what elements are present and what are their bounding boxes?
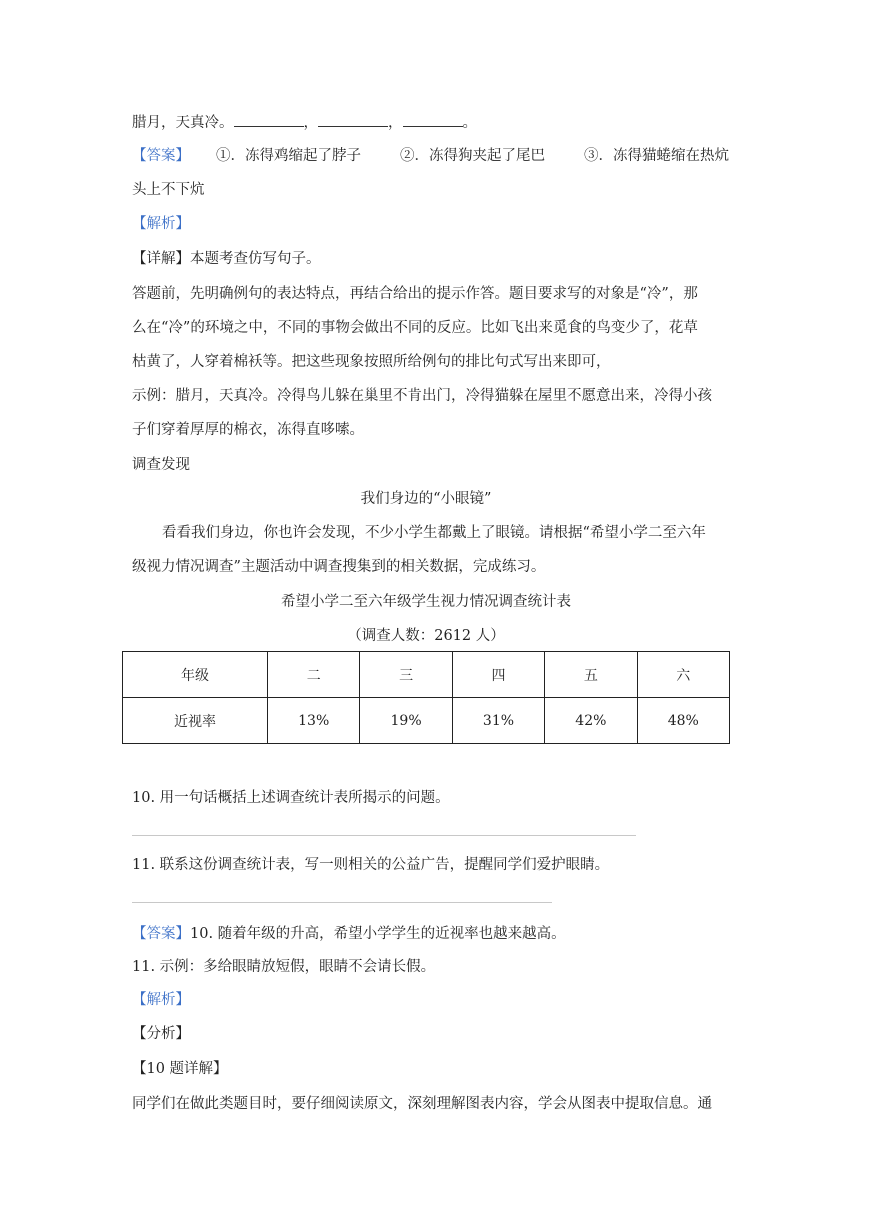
analysis-tag: 【解析】 bbox=[132, 216, 190, 232]
answer-line-10 bbox=[132, 835, 636, 836]
table-header-myopia-rate: 近视率 bbox=[123, 698, 268, 744]
answer-blank-1 bbox=[234, 112, 304, 127]
section-heading: 调查发现 bbox=[132, 457, 190, 473]
table-subtitle: （调查人数：2612 人） bbox=[347, 628, 505, 644]
table-cell-rate: 42% bbox=[545, 698, 637, 744]
answer-line-11 bbox=[132, 902, 552, 903]
answer-blank-3 bbox=[403, 112, 463, 127]
answer-blank-2 bbox=[318, 112, 388, 127]
q9-sep-2: ， bbox=[388, 115, 403, 131]
q9-answer-2: ②．冻得狗夹起了尾巴 bbox=[400, 148, 545, 164]
table-cell-grade: 五 bbox=[545, 652, 637, 698]
q9-answer-3-cont: 头上不下炕 bbox=[132, 182, 205, 198]
q9-prompt-start: 腊月，天真冷。 bbox=[132, 115, 234, 131]
q9-answer-1: ①．冻得鸡缩起了脖子 bbox=[216, 148, 361, 164]
table-cell-grade: 六 bbox=[637, 652, 729, 698]
detail-heading: 【详解】本题考查仿写句子。 bbox=[132, 251, 321, 267]
table-cell-grade: 二 bbox=[268, 652, 360, 698]
answer-tag: 【答案】 bbox=[132, 926, 190, 942]
table-cell-grade: 四 bbox=[452, 652, 544, 698]
table-row-rates bbox=[123, 698, 730, 744]
explanation-line-1: 答题前，先明确例句的表达特点，再结合给出的提示作答。题目要求写的对象是“冷”，那 bbox=[132, 286, 698, 302]
table-cell-rate: 48% bbox=[637, 698, 729, 744]
q9-prompt bbox=[132, 112, 477, 133]
detail-10-text: 同学们在做此类题目时，要仔细阅读原文，深刻理解图表内容，学会从图表中提取信息。通 bbox=[132, 1096, 712, 1112]
answer-10: 10. 随着年级的升高，希望小学学生的近视率也越来越高。 bbox=[190, 926, 566, 942]
q9-answer-3: ③．冻得猫蜷缩在热炕 bbox=[584, 148, 729, 164]
detail-10-heading: 【10 题详解】 bbox=[132, 1061, 228, 1077]
answer-10-line bbox=[132, 924, 566, 944]
q9-sep-1: ， bbox=[303, 115, 318, 131]
table-cell-grade: 三 bbox=[360, 652, 452, 698]
example-line-1: 示例：腊月，天真冷。冷得鸟儿躲在巢里不肯出门，冷得猫躲在屋里不愿意出来，冷得小孩 bbox=[132, 388, 712, 404]
table-row-grades bbox=[123, 652, 730, 698]
analysis-tag-2: 【解析】 bbox=[132, 992, 190, 1008]
table-header-grade: 年级 bbox=[123, 652, 268, 698]
example-line-2: 子们穿着厚厚的棉衣，冻得直哆嗦。 bbox=[132, 422, 364, 438]
table-cell-rate: 19% bbox=[360, 698, 452, 744]
table-title: 希望小学二至六年级学生视力情况调查统计表 bbox=[281, 594, 571, 610]
vision-survey-table bbox=[122, 651, 730, 744]
question-11: 11. 联系这份调查统计表，写一则相关的公益广告，提醒同学们爱护眼睛。 bbox=[132, 857, 610, 873]
section-title: 我们身边的“小眼镜” bbox=[360, 491, 492, 507]
table-cell-rate: 31% bbox=[452, 698, 544, 744]
explanation-line-2: 么在“冷”的环境之中，不同的事物会做出不同的反应。比如飞出来觅食的鸟变少了，花草 bbox=[132, 320, 698, 336]
intro-line-1: 看看我们身边，你也许会发现，不少小学生都戴上了眼镜。请根据“希望小学二至六年 bbox=[162, 525, 706, 541]
answer-11: 11. 示例：多给眼睛放短假，眼睛不会请长假。 bbox=[132, 959, 436, 975]
intro-line-2: 级视力情况调查”主题活动中调查搜集到的相关数据，完成练习。 bbox=[132, 559, 546, 575]
q9-end: 。 bbox=[462, 115, 477, 131]
explanation-line-3: 枯黄了，人穿着棉袄等。把这些现象按照所给例句的排比句式写出来即可， bbox=[132, 354, 611, 370]
fenxi-heading: 【分析】 bbox=[132, 1026, 190, 1042]
answer-tag: 【答案】 bbox=[132, 148, 190, 164]
question-10: 10. 用一句话概括上述调查统计表所揭示的问题。 bbox=[132, 790, 450, 806]
table-cell-rate: 13% bbox=[268, 698, 360, 744]
q9-answer-line bbox=[132, 146, 190, 166]
